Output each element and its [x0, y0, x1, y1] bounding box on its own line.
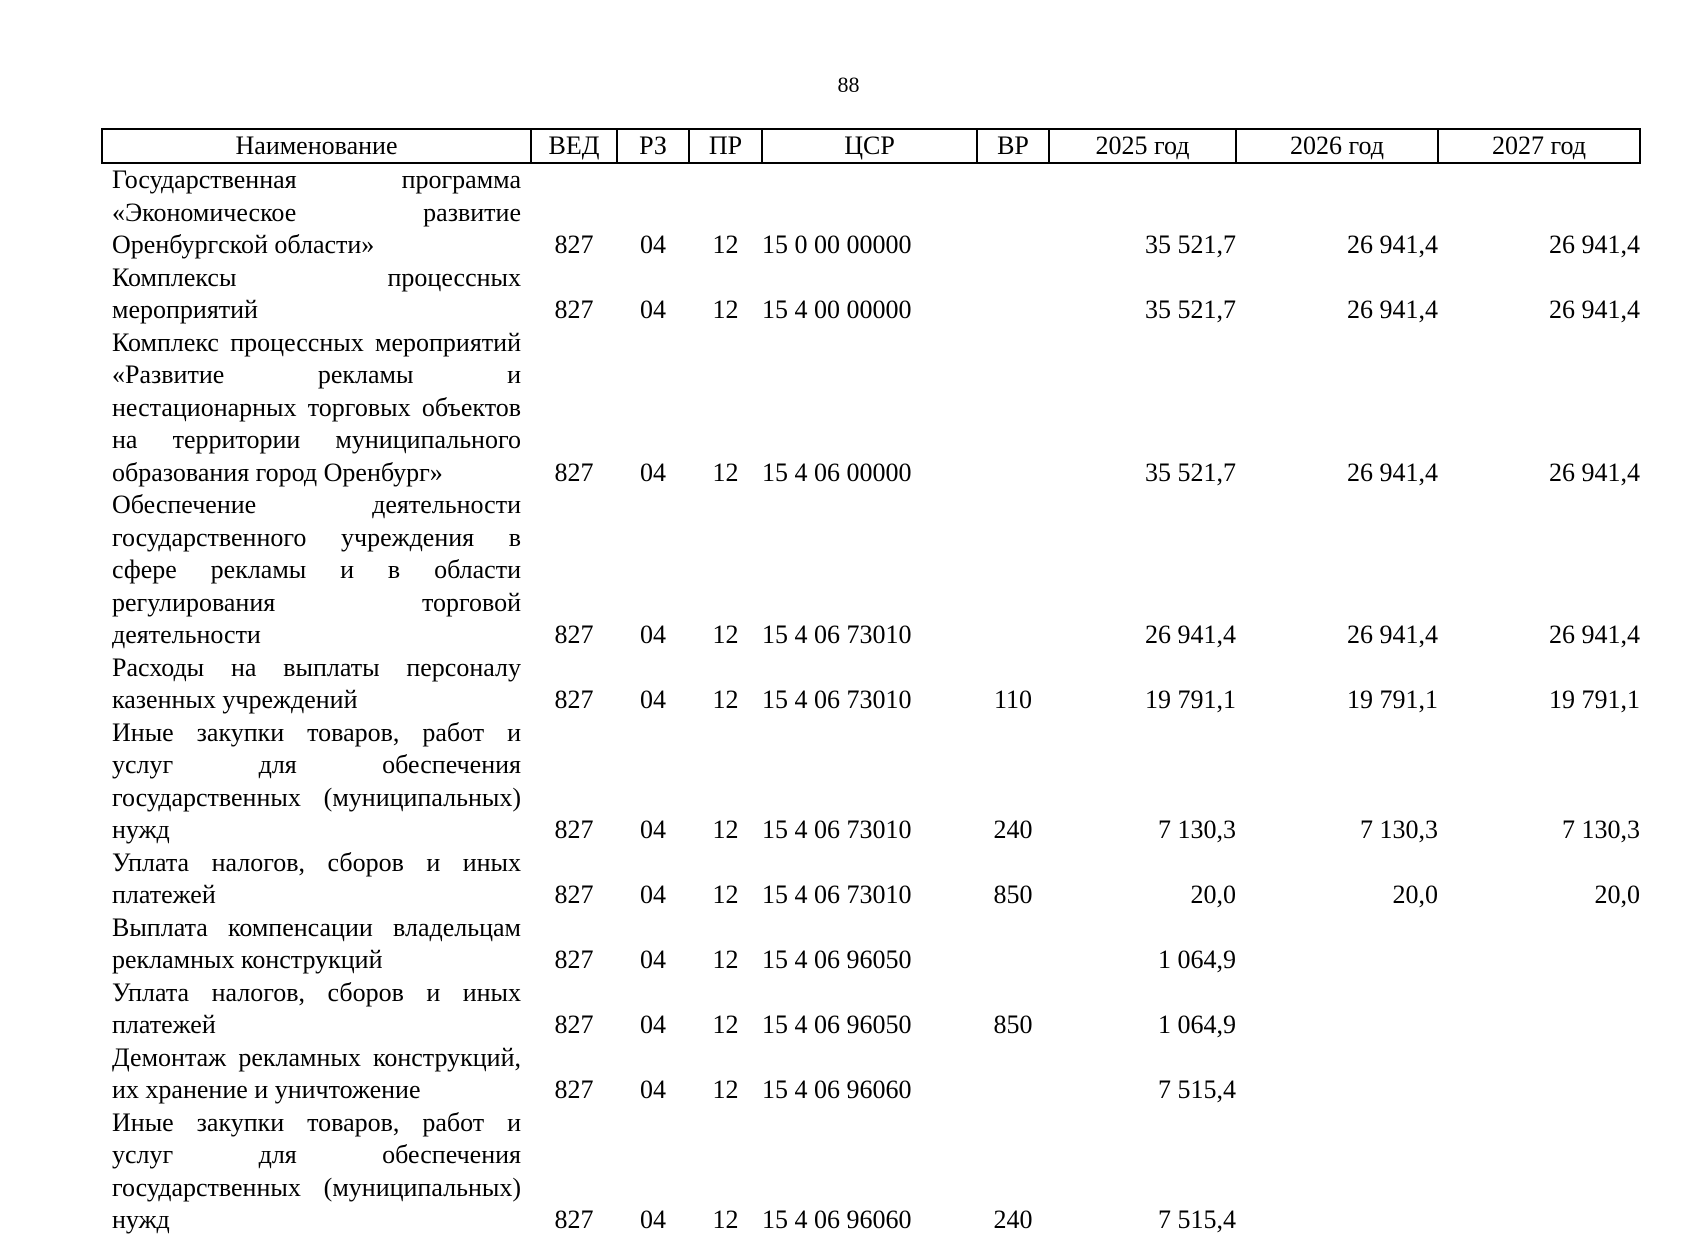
row-2026: 26 941,4: [1347, 295, 1438, 324]
row-name: Комплексы процессных мероприятий: [112, 262, 521, 324]
row-2027: 26 941,4: [1549, 457, 1640, 487]
table-row: [102, 912, 1640, 977]
row-ved: 827: [554, 1010, 594, 1039]
row-name: Расходы на выплаты персоналу казенных учреждений: [112, 652, 521, 714]
row-2027: 26 941,4: [1549, 620, 1640, 649]
row-rz: 04: [640, 815, 666, 844]
row-ved: 827: [554, 1075, 594, 1104]
row-vr: [977, 327, 1049, 490]
row-rz: 04: [640, 945, 666, 974]
row-rz: 04: [640, 1205, 666, 1234]
row-2025: 35 521,7: [1145, 457, 1236, 487]
table-row: [102, 163, 1640, 262]
row-2025: 35 521,7: [1145, 295, 1236, 324]
row-2027: [1438, 912, 1640, 977]
header-2026: 2026 год: [1236, 129, 1438, 163]
header-pr: ПР: [689, 129, 762, 163]
row-name: Уплата налогов, сборов и иных платежей: [112, 847, 521, 909]
header-ved: ВЕД: [531, 129, 617, 163]
row-2027: 26 941,4: [1549, 295, 1640, 324]
row-2025: 19 791,1: [1145, 685, 1236, 714]
table-row: [102, 717, 1640, 847]
row-rz: 04: [640, 230, 666, 259]
row-ved: 827: [554, 880, 594, 909]
row-2025: 7 130,3: [1158, 815, 1236, 844]
row-ved: 827: [554, 230, 594, 259]
row-rz: 04: [640, 880, 666, 909]
row-2026: [1236, 912, 1438, 977]
row-vr: 240: [993, 1205, 1033, 1234]
row-2027: 7 130,3: [1562, 815, 1640, 844]
row-2026: 7 130,3: [1360, 815, 1438, 844]
row-2026: [1236, 1042, 1438, 1107]
row-2026: 26 941,4: [1347, 457, 1438, 487]
row-2026: 26 941,4: [1347, 620, 1438, 649]
row-vr: 240: [993, 815, 1033, 844]
row-vr: [977, 912, 1049, 977]
row-name: Комплекс процессных мероприятий «Развитие рекламы и нестационарных торговых объектов на территории муниципального образования город Оренбург»: [112, 327, 521, 487]
row-vr: [977, 489, 1049, 652]
row-2025: 35 521,7: [1145, 230, 1236, 259]
row-csr: 15 4 06 73010: [762, 880, 912, 909]
row-ved: 827: [554, 457, 594, 487]
row-csr: 15 4 06 96060: [762, 1075, 912, 1104]
row-vr: [977, 163, 1049, 262]
row-csr: 15 4 06 96050: [762, 1010, 912, 1039]
row-csr: 15 4 06 73010: [762, 620, 912, 649]
row-csr: 15 4 00 00000: [762, 295, 912, 324]
row-2025: 7 515,4: [1158, 1075, 1236, 1104]
row-rz: 04: [640, 620, 666, 649]
row-2026: 19 791,1: [1347, 685, 1438, 714]
row-rz: 04: [640, 685, 666, 714]
row-csr: 15 4 06 73010: [762, 685, 912, 714]
row-csr: 15 0 00 00000: [762, 230, 912, 259]
row-pr: 12: [712, 230, 739, 259]
row-ved: 827: [554, 1205, 594, 1234]
row-2027: 20,0: [1594, 880, 1640, 909]
table-row: [102, 977, 1640, 1042]
row-pr: 12: [712, 1010, 739, 1039]
row-2025: 20,0: [1190, 880, 1236, 909]
row-rz: 04: [640, 457, 666, 487]
row-2027: [1438, 977, 1640, 1042]
row-2025: 1 064,9: [1158, 945, 1236, 974]
row-pr: 12: [712, 295, 739, 324]
table-row: [102, 1107, 1640, 1237]
row-name: Демонтаж рекламных конструкций, их хранение и уничтожение: [112, 1042, 521, 1104]
row-pr: 12: [712, 880, 739, 909]
table-row: [102, 489, 1640, 652]
row-name: Обеспечение деятельности государственного учреждения в сфере рекламы и в области регулирования торговой деятельности: [112, 490, 521, 649]
row-pr: 12: [712, 620, 739, 649]
row-2026: [1236, 1107, 1438, 1237]
row-pr: 12: [712, 457, 739, 487]
row-name: Иные закупки товаров, работ и услуг для обеспечения государственных (муниципальных) нужд: [112, 717, 521, 844]
header-name: Наименование: [102, 129, 531, 163]
row-vr: 850: [993, 880, 1033, 909]
row-ved: 827: [554, 815, 594, 844]
header-2025: 2025 год: [1049, 129, 1236, 163]
row-2027: 19 791,1: [1549, 685, 1640, 714]
row-vr: [977, 1042, 1049, 1107]
row-name: Государственная программа «Экономическое развитие Оренбургской области»: [112, 165, 521, 259]
row-rz: 04: [640, 1010, 666, 1039]
row-2025: 1 064,9: [1158, 1010, 1236, 1039]
row-pr: 12: [712, 685, 739, 714]
row-csr: 15 4 06 96060: [762, 1205, 912, 1234]
row-pr: 12: [712, 945, 739, 974]
row-pr: 12: [712, 815, 739, 844]
row-name: Иные закупки товаров, работ и услуг для обеспечения государственных (муниципальных) нужд: [112, 1107, 521, 1234]
row-name: Уплата налогов, сборов и иных платежей: [112, 977, 521, 1039]
header-rz: РЗ: [617, 129, 689, 163]
table-row: [102, 262, 1640, 327]
table-row: [102, 652, 1640, 717]
row-csr: 15 4 06 96050: [762, 945, 912, 974]
table-header-row: [102, 129, 1640, 163]
row-rz: 04: [640, 1075, 666, 1104]
row-ved: 827: [554, 945, 594, 974]
row-2027: 26 941,4: [1549, 230, 1640, 259]
row-csr: 15 4 06 73010: [762, 815, 912, 844]
row-ved: 827: [554, 620, 594, 649]
budget-table: [101, 128, 1641, 1237]
row-vr: [977, 262, 1049, 327]
row-2026: 26 941,4: [1347, 230, 1438, 259]
row-2025: 7 515,4: [1158, 1205, 1236, 1234]
table-row: [102, 847, 1640, 912]
row-2027: [1438, 1107, 1640, 1237]
row-rz: 04: [640, 295, 666, 324]
table-row: [102, 1042, 1640, 1107]
row-ved: 827: [554, 685, 594, 714]
header-csr: ЦСР: [762, 129, 977, 163]
row-2026: [1236, 977, 1438, 1042]
row-csr: 15 4 06 00000: [762, 457, 912, 487]
page-number: 88: [837, 72, 860, 97]
row-ved: 827: [554, 295, 594, 324]
row-pr: 12: [712, 1075, 739, 1104]
row-name: Выплата компенсации владельцам рекламных конструкций: [112, 912, 521, 974]
row-vr: 850: [993, 1010, 1033, 1039]
table-row: [102, 327, 1640, 490]
row-2027: [1438, 1042, 1640, 1107]
header-vr: ВР: [977, 129, 1049, 163]
row-2025: 26 941,4: [1145, 620, 1236, 649]
row-2026: 20,0: [1392, 880, 1438, 909]
row-vr: 110: [993, 685, 1033, 714]
row-pr: 12: [712, 1205, 739, 1234]
header-2027: 2027 год: [1438, 129, 1640, 163]
